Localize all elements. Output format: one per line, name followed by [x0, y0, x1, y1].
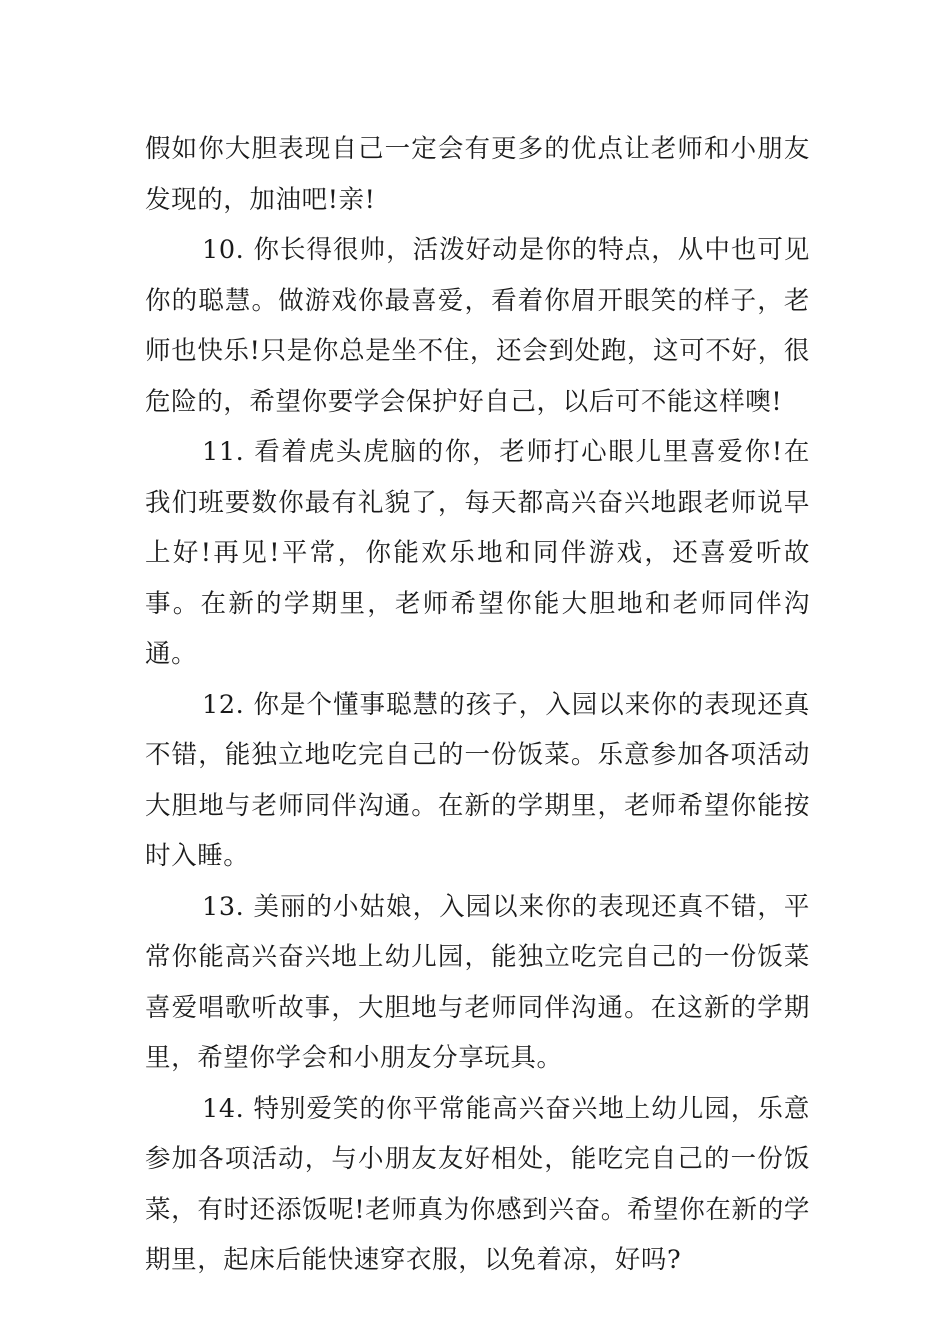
- paragraph-13: 13. 美丽的小姑娘，入园以来你的表现还真不错，平常你能高兴奋兴地上幼儿园，能独立吃完自己的一份饭菜喜爱唱歌听故事，大胆地与老师同伴沟通。在这新的学期里，希望你学会和小朋友分享玩具。: [145, 891, 810, 1073]
- paragraph-10: 10. 你长得很帅，活泼好动是你的特点，从中也可见你的聪慧。做游戏你最喜爱，看着你眉开眼笑的样子，老师也快乐!只是你总是坐不住，还会到处跑，这可不好，很危险的，希望你要学会保护好自己，以后可不能这样噢!: [145, 235, 810, 417]
- paragraph-continued: 假如你大胆表现自己一定会有更多的优点让老师和小朋友发现的，加油吧!亲!: [145, 134, 810, 215]
- paragraph-12: 12. 你是个懂事聪慧的孩子，入园以来你的表现还真不错，能独立地吃完自己的一份饭菜。乐意参加各项活动大胆地与老师同伴沟通。在新的学期里，老师希望你能按时入睡。: [145, 689, 810, 871]
- paragraph-11: 11. 看着虎头虎脑的你，老师打心眼儿里喜爱你!在我们班要数你最有礼貌了，每天都高兴奋兴地跟老师说早上好!再见!平常，你能欢乐地和同伴游戏，还喜爱听故事。在新的学期里，老师希望你能大胆地和老师同伴沟通。: [145, 437, 810, 669]
- document-body: [145, 124, 810, 1286]
- paragraph-14: 14. 特别爱笑的你平常能高兴奋兴地上幼儿园，乐意参加各项活动，与小朋友友好相处，能吃完自己的一份饭菜，有时还添饭呢!老师真为你感到兴奋。希望你在新的学期里，起床后能快速穿衣服，以免着凉，好吗?: [145, 1093, 810, 1275]
